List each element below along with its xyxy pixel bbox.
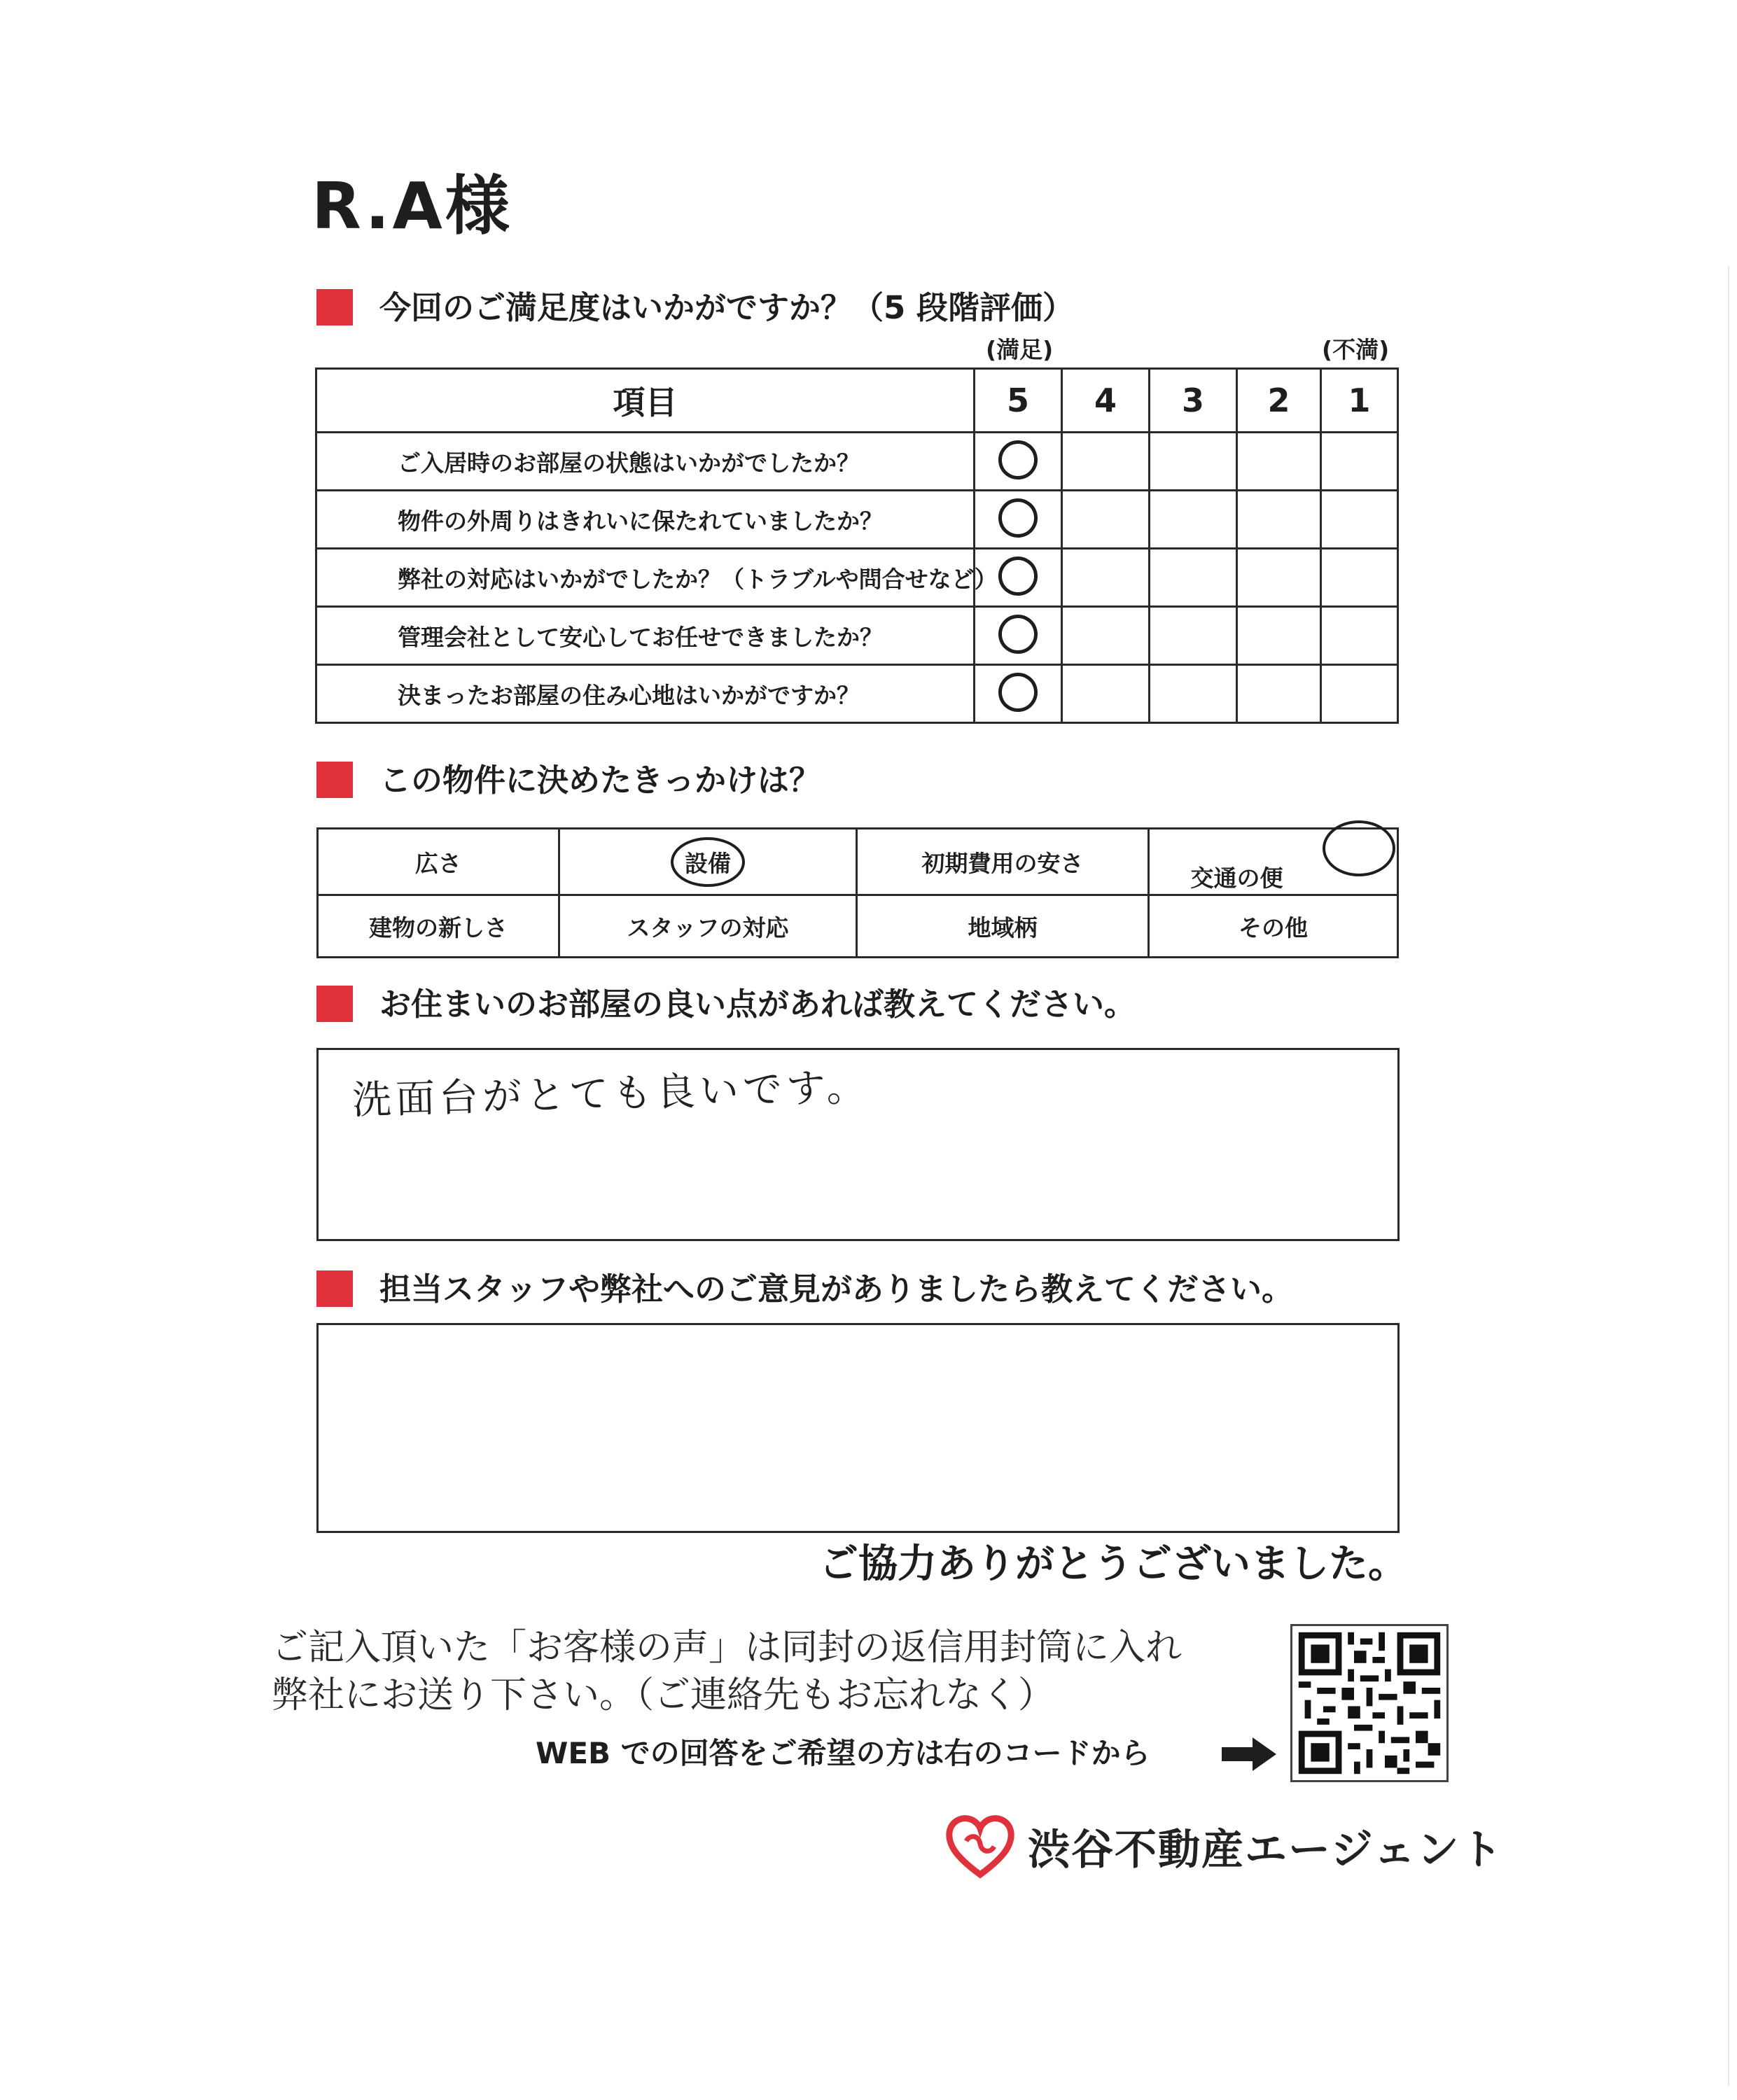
reason-heading — [316, 760, 821, 802]
heart-logo-icon — [945, 1813, 1015, 1880]
rating-cell-3[interactable] — [1150, 491, 1237, 549]
rating-cell-2[interactable] — [1237, 491, 1321, 549]
option-label-circled: 設備 — [671, 837, 745, 887]
table-row — [316, 433, 1398, 491]
thanks-message: ご協力ありがとうございました。 — [819, 1541, 1407, 1587]
rating-cell-1[interactable] — [1321, 491, 1398, 549]
instructions-line-2: 弊社にお送り下さい。（ご連絡先もお忘れなく） — [272, 1674, 1055, 1716]
circle-mark-icon — [1323, 820, 1395, 876]
reason-option-other[interactable] — [1149, 895, 1398, 958]
table-row — [318, 829, 1398, 895]
rating-cell-1[interactable] — [1321, 433, 1398, 491]
header-score-1: 1 — [1321, 369, 1398, 433]
option-label-circled — [1191, 830, 1356, 893]
rating-cell-4[interactable] — [1062, 665, 1150, 723]
rating-cell-5[interactable] — [975, 549, 1062, 607]
opinions-heading — [316, 1268, 1293, 1310]
label-satisfied: (満足) — [986, 336, 1054, 363]
option-label: 地域柄 — [968, 913, 1038, 941]
company-logo — [945, 1813, 1504, 1880]
reason-heading-text: この物件に決めたきっかけは？ — [379, 762, 821, 799]
rating-cell-2[interactable] — [1237, 433, 1321, 491]
header-item: 項目 — [316, 369, 975, 433]
qr-code[interactable] — [1290, 1624, 1449, 1782]
question-text: 弊社の対応はいかがでしたか？（トラブルや問合せなど） — [316, 549, 975, 607]
circle-mark-icon — [996, 612, 1040, 656]
label-dissatisfied: (不満) — [1322, 336, 1390, 363]
circle-mark-icon — [996, 670, 1040, 714]
customer-name: R.A様 — [312, 169, 512, 244]
rating-cell-5[interactable] — [975, 433, 1062, 491]
circle-mark-icon — [996, 496, 1040, 540]
table-row — [316, 607, 1398, 665]
satisfaction-table — [315, 368, 1399, 724]
satisfaction-heading — [316, 287, 1074, 329]
rating-cell-4[interactable] — [1062, 607, 1150, 665]
option-label: 建物の新しさ — [369, 913, 508, 941]
rating-cell-2[interactable] — [1237, 607, 1321, 665]
instructions-line-1: ご記入頂いた「お客様の声」は同封の返信用封筒に入れ — [272, 1627, 1183, 1669]
question-text: 物件の外周りはきれいに保たれていましたか？ — [316, 491, 975, 549]
header-score-2: 2 — [1237, 369, 1321, 433]
satisfaction-heading-text: 今回のご満足度はいかがですか？（5 段階評価） — [379, 289, 1074, 326]
circle-mark-icon — [996, 554, 1040, 598]
arrow-right-icon — [1222, 1735, 1278, 1774]
company-name: 渋谷不動産エージェント — [1028, 1826, 1504, 1875]
question-text: 決まったお部屋の住み心地はいかがですか？ — [316, 665, 975, 723]
rating-cell-1[interactable] — [1321, 665, 1398, 723]
web-note: WEB での回答をご希望の方は右のコードから — [536, 1736, 1150, 1770]
reason-option-space[interactable] — [318, 829, 559, 895]
rating-cell-5[interactable] — [975, 665, 1062, 723]
rating-cell-3[interactable] — [1150, 549, 1237, 607]
reason-option-initial-cost[interactable] — [857, 829, 1149, 895]
reason-table — [316, 827, 1399, 958]
instructions — [272, 1624, 1182, 1719]
opinions-answer-box[interactable] — [316, 1323, 1400, 1533]
rating-cell-5[interactable] — [975, 607, 1062, 665]
good-points-answer-box[interactable] — [316, 1048, 1400, 1241]
header-score-5: 5 — [975, 369, 1062, 433]
header-score-4: 4 — [1062, 369, 1150, 433]
reason-option-new-building[interactable] — [318, 895, 559, 958]
question-text: 管理会社として安心してお任せできましたか？ — [316, 607, 975, 665]
scan-edge-line — [1728, 266, 1729, 2086]
qr-code-icon — [1292, 1626, 1446, 1780]
rating-cell-2[interactable] — [1237, 665, 1321, 723]
reason-option-facilities[interactable] — [559, 829, 857, 895]
table-row — [316, 665, 1398, 723]
rating-cell-4[interactable] — [1062, 491, 1150, 549]
rating-cell-4[interactable] — [1062, 433, 1150, 491]
table-row — [318, 895, 1398, 958]
header-score-3: 3 — [1150, 369, 1237, 433]
question-text: ご入居時のお部屋の状態はいかがでしたか？ — [316, 433, 975, 491]
opinions-heading-text: 担当スタッフや弊社へのご意見がありましたら教えてください。 — [379, 1270, 1294, 1308]
rating-cell-4[interactable] — [1062, 549, 1150, 607]
reason-option-area[interactable] — [857, 895, 1149, 958]
reason-option-transport[interactable] — [1149, 829, 1398, 895]
option-label: スタッフの対応 — [627, 913, 789, 941]
table-row — [316, 549, 1398, 607]
rating-cell-2[interactable] — [1237, 549, 1321, 607]
option-label: 交通の便 — [1190, 864, 1283, 892]
table-header-row — [316, 369, 1398, 433]
circle-mark-icon — [996, 438, 1040, 482]
table-row — [316, 491, 1398, 549]
rating-cell-3[interactable] — [1150, 665, 1237, 723]
rating-cell-3[interactable] — [1150, 433, 1237, 491]
rating-cell-1[interactable] — [1321, 549, 1398, 607]
section-marker — [316, 1270, 353, 1307]
section-marker — [316, 762, 353, 798]
section-marker — [316, 986, 353, 1022]
good-points-answer: 洗面台がとても良いです。 — [351, 1064, 871, 1124]
good-points-heading — [316, 983, 1136, 1026]
rating-cell-5[interactable] — [975, 491, 1062, 549]
option-label: 初期費用の安さ — [921, 849, 1084, 877]
rating-cell-1[interactable] — [1321, 607, 1398, 665]
option-label: その他 — [1239, 913, 1308, 941]
rating-cell-3[interactable] — [1150, 607, 1237, 665]
option-label: 広さ — [415, 849, 461, 877]
good-points-heading-text: お住まいのお部屋の良い点があれば教えてください。 — [379, 986, 1136, 1023]
section-marker — [316, 289, 353, 326]
reason-option-staff[interactable] — [559, 895, 857, 958]
